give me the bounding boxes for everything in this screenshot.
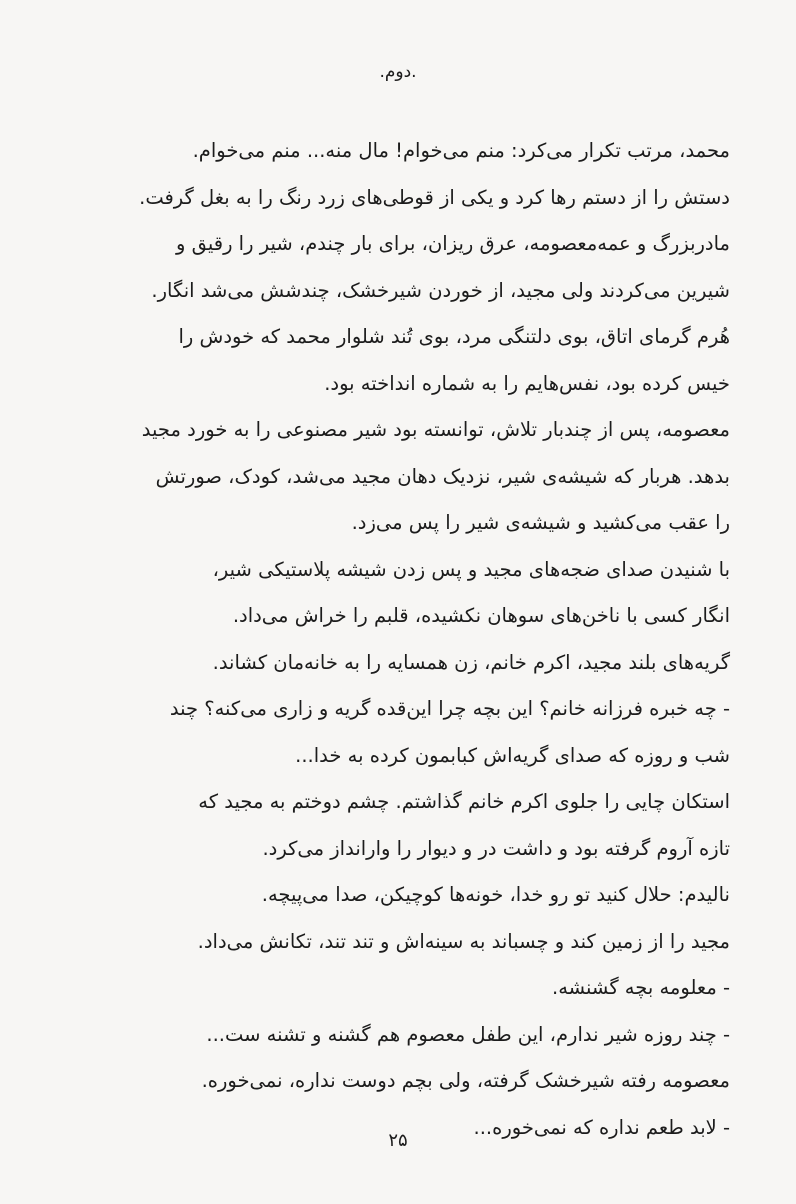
text-line: - چه خبره فرزانه خانم؟ این بچه چرا این‌قده گریه و زاری می‌کنه؟ چند: [169, 697, 730, 720]
text-line: خیس کرده بود، نفس‌هایم را به شماره انداخته بود.: [324, 371, 730, 395]
text-line: با شنیدن صدای ضجه‌های مجید و پس زدن شیشه پلاستیکی شیر،: [212, 557, 730, 581]
text-line: معصومه رفته شیرخشک گرفته، ولی بچم دوست نداره، نمی‌خوره.: [201, 1069, 730, 1092]
text-line: بدهد. هربار که شیشه‌ی شیر، نزدیک دهان مجید می‌شد، کودک، صورتش: [155, 464, 730, 488]
text-line: معصومه، پس از چندبار تلاش، توانسته بود شیر مصنوعی را به خورد مجید: [141, 418, 730, 441]
page-number: ۲۵: [388, 1130, 408, 1151]
text-line: - چند روزه شیر ندارم، این طفل معصوم هم گشنه و تشنه ست...: [206, 1022, 730, 1046]
running-header: .دوم.: [379, 62, 417, 82]
text-line: انگار کسی با ناخن‌های سوهان نکشیده، قلبم را خراش می‌داد.: [232, 604, 730, 627]
text-line: شب و روزه که صدای گریه‌اش کبابمون کرده به خدا...: [295, 743, 730, 767]
text-line: - لابد طعم نداره که نمی‌خوره...: [473, 1115, 730, 1139]
text-line: گریه‌های بلند مجید، اکرم خانم، زن همسایه را به خانه‌مان کشاند.: [212, 650, 730, 674]
text-line: مادربزرگ و عمه‌معصومه، عرق ریزان، برای بار چندم، شیر را رقیق و: [175, 232, 730, 255]
text-line: مجید را از زمین کند و چسباند به سینه‌اش و تند تند، تکانش می‌داد.: [197, 929, 730, 953]
text-line: هُرم گرمای اتاق، بوی دلتنگی مرد، بوی تُند شلوار محمد که خودش را: [178, 325, 730, 348]
text-line: را عقب می‌کشید و شیشه‌ی شیر را پس می‌زد.: [351, 511, 730, 534]
text-line: - معلومه بچه گشنشه.: [552, 976, 730, 999]
text-line: استکان چایی را جلوی اکرم خانم گذاشتم. چشم دوختم به مجید که: [198, 790, 730, 813]
text-line: محمد، مرتب تکرار می‌کرد: منم می‌خوام! مال منه... منم می‌خوام.: [192, 139, 730, 162]
body-text: [108, 128, 730, 1151]
text-line: شیرین می‌کردند ولی مجید، از خوردن شیرخشک، چندشش می‌شد انگار.: [151, 278, 730, 302]
text-line: نالیدم: حلال کنید تو رو خدا، خونه‌ها کوچیکن، صدا می‌پیچه.: [261, 883, 730, 906]
text-line: دستش را از دستم رها کرد و یکی از قوطی‌های زرد رنگ را به بغل گرفت.: [139, 185, 730, 209]
text-line: تازه آروم گرفته بود و داشت در و دیوار را وارانداز می‌کرد.: [262, 836, 730, 860]
